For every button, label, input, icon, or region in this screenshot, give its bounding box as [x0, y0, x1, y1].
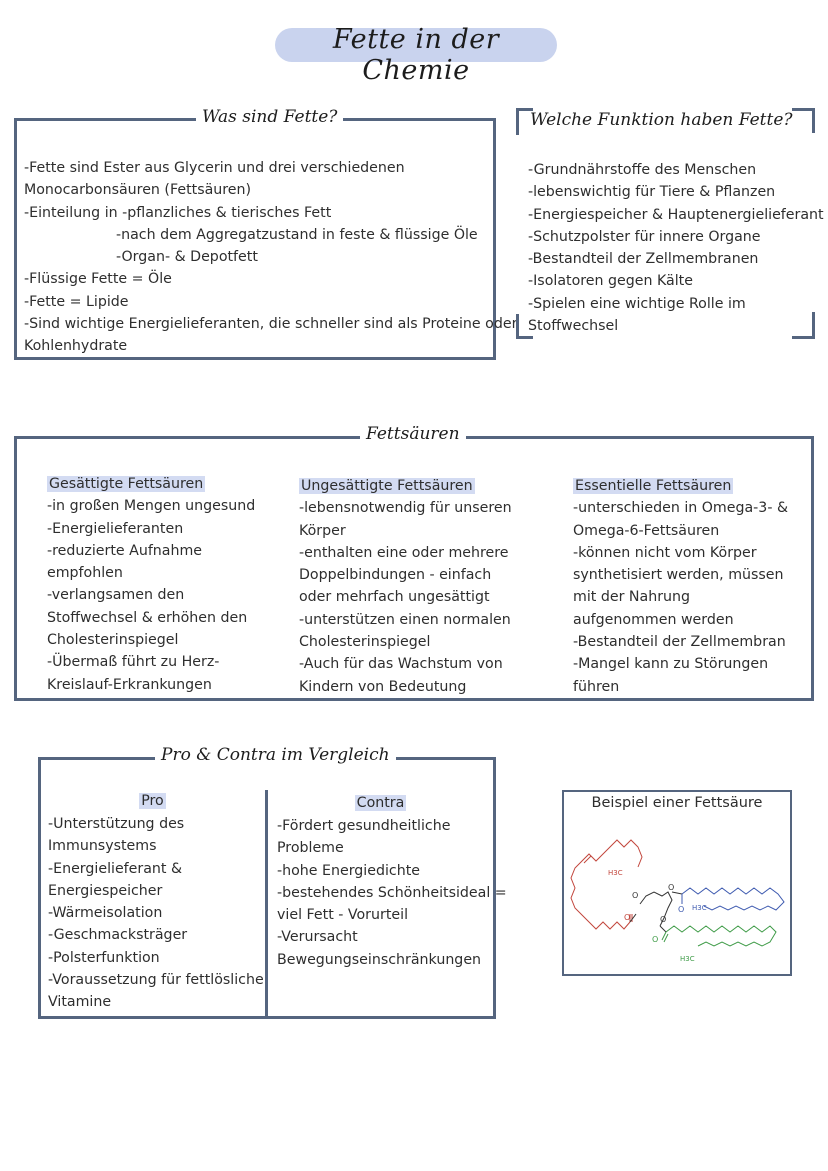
list-item: Monocarbonsäuren (Fettsäuren): [24, 182, 252, 199]
list-item: Energiespeicher: [48, 882, 163, 899]
list-item: -Voraussetzung für fettlösliche: [48, 972, 264, 989]
list-item: -Verursacht: [277, 929, 358, 946]
list-item: synthetisiert werden, müssen: [573, 567, 784, 584]
list-item: -können nicht vom Körper: [573, 544, 757, 561]
green-chain: [666, 926, 776, 946]
fettsaeuren-heading: Fettsäuren: [360, 424, 466, 444]
list-item: Kreislauf-Erkrankungen: [47, 676, 212, 693]
list-item: -lebensnotwendig für unseren: [299, 500, 512, 517]
list-item: -Organ- & Depotfett: [116, 249, 258, 266]
list-item: -Energiespeicher & Hauptenergielieferant: [528, 206, 824, 223]
list-item: -Flüssige Fette = Öle: [24, 271, 172, 288]
list-item: -Schutzpolster für innere Organe: [528, 228, 761, 245]
label-o: O: [660, 915, 667, 924]
list-item: Kohlenhydrate: [24, 338, 128, 355]
list-item: -Energielieferant &: [48, 860, 183, 877]
list-item: Kindern von Bedeutung: [299, 678, 467, 695]
glycerol-backbone: [640, 892, 672, 926]
list-item: Stoffwechsel & erhöhen den: [47, 609, 248, 626]
list-item: aufgenommen werden: [573, 611, 734, 628]
list-item: viel Fett - Vorurteil: [277, 907, 409, 924]
list-item: -Grundnährstoffe des Menschen: [528, 162, 757, 178]
column-title: Essentielle Fettsäuren: [575, 478, 732, 494]
pro-list: [48, 813, 264, 1014]
pro-contra-divider: [265, 790, 268, 1018]
list-item: oder mehrfach ungesättigt: [299, 589, 490, 606]
label-h3c-blue: H3C: [692, 904, 707, 912]
label-h3c-red: H3C: [608, 869, 623, 877]
list-item: -Spielen eine wichtige Rolle im: [528, 295, 746, 312]
list-item: Doppelbindungen - einfach: [299, 567, 492, 584]
red-chain-double: [584, 856, 591, 863]
list-item: -unterschieden in Omega-3- &: [573, 500, 789, 517]
was-sind-fette-text: [24, 157, 517, 358]
column-title: Gesättigte Fettsäuren: [49, 476, 204, 492]
list-item: -in großen Mengen ungesund: [47, 498, 256, 515]
label-o: O: [678, 905, 685, 914]
list-item: -Isolatoren gegen Kälte: [528, 273, 693, 290]
list-item: -Einteilung in -pflanzliches & tierisches Fett: [24, 204, 332, 221]
list-item: Körper: [299, 522, 346, 539]
label-o: O: [652, 935, 659, 944]
contra-list: [277, 815, 507, 971]
list-item: -Bestandteil der Zellmembran: [573, 634, 786, 651]
list-item: mit der Nahrung: [573, 589, 691, 606]
list-item: -Energielieferanten: [47, 520, 184, 537]
fettsaeuren-column-gesaettigt: [47, 473, 255, 696]
list-item: -Wärmeisolation: [48, 905, 163, 922]
list-item: Vitamine: [48, 994, 112, 1011]
list-item: -hohe Energiedichte: [277, 862, 420, 879]
list-item: Bewegungseinschränkungen: [277, 951, 482, 968]
list-item: Omega-6-Fettsäuren: [573, 522, 720, 539]
list-item: -Übermaß führt zu Herz-: [47, 654, 220, 671]
list-item: empfohlen: [47, 565, 123, 582]
was-sind-fette-heading: Was sind Fette?: [196, 107, 343, 127]
label-o: O: [632, 891, 639, 900]
list-item: -lebenswichtig für Tiere & Pflanzen: [528, 184, 776, 201]
label-h3c-green: H3C: [680, 955, 695, 963]
pro-title: Pro: [141, 793, 164, 809]
column-title: Ungesättigte Fettsäuren: [301, 478, 473, 494]
list-item: -reduzierte Aufnahme: [47, 542, 203, 559]
pro-contra-heading: Pro & Contra im Vergleich: [155, 745, 396, 765]
list-item: -Mangel kann zu Störungen: [573, 656, 769, 673]
pro-title-wrap: [40, 790, 265, 809]
fettsaeuren-column-ungesaettigt: [299, 475, 512, 698]
list-item: -Geschmacksträger: [48, 927, 188, 944]
list-item: -Auch für das Wachstum von: [299, 656, 503, 673]
list-item: Probleme: [277, 840, 344, 857]
funktion-text: [528, 159, 824, 337]
list-item: -Fette = Lipide: [24, 293, 129, 310]
list-item: -Polsterfunktion: [48, 949, 160, 966]
list-item: -unterstützen einen normalen: [299, 611, 511, 628]
page-title: Fette in der Chemie: [332, 24, 500, 86]
list-item: Cholesterinspiegel: [299, 634, 431, 651]
beispiel-title: Beispiel einer Fettsäure: [591, 795, 763, 811]
list-item: -Sind wichtige Energielieferanten, die schneller sind als Proteine oder: [24, 316, 518, 333]
label-o: O: [624, 913, 631, 922]
list-item: -Fette sind Ester aus Glycerin und drei verschiedenen: [24, 160, 405, 176]
list-item: -Fördert gesundheitliche: [277, 818, 451, 834]
label-o: O: [668, 883, 675, 892]
list-item: -enthalten eine oder mehrere: [299, 544, 509, 561]
triglyceride-structure: [564, 818, 790, 974]
contra-title-wrap: [268, 792, 493, 811]
list-item: Cholesterinspiegel: [47, 632, 179, 649]
list-item: Stoffwechsel: [528, 318, 619, 335]
list-item: -nach dem Aggregatzustand in feste & flüssige Öle: [116, 226, 478, 243]
fettsaeuren-column-essentiell: [573, 475, 788, 698]
list-item: -verlangsamen den: [47, 587, 185, 604]
list-item: -bestehendes Schönheitsideal =: [277, 884, 507, 901]
contra-title: Contra: [356, 795, 405, 811]
funktion-heading: Welche Funktion haben Fette?: [530, 110, 793, 130]
list-item: Immunsystems: [48, 838, 157, 855]
list-item: -Bestandteil der Zellmembranen: [528, 251, 759, 268]
list-item: -Unterstützung des: [48, 816, 185, 832]
red-chain: [571, 840, 642, 929]
list-item: führen: [573, 678, 620, 695]
